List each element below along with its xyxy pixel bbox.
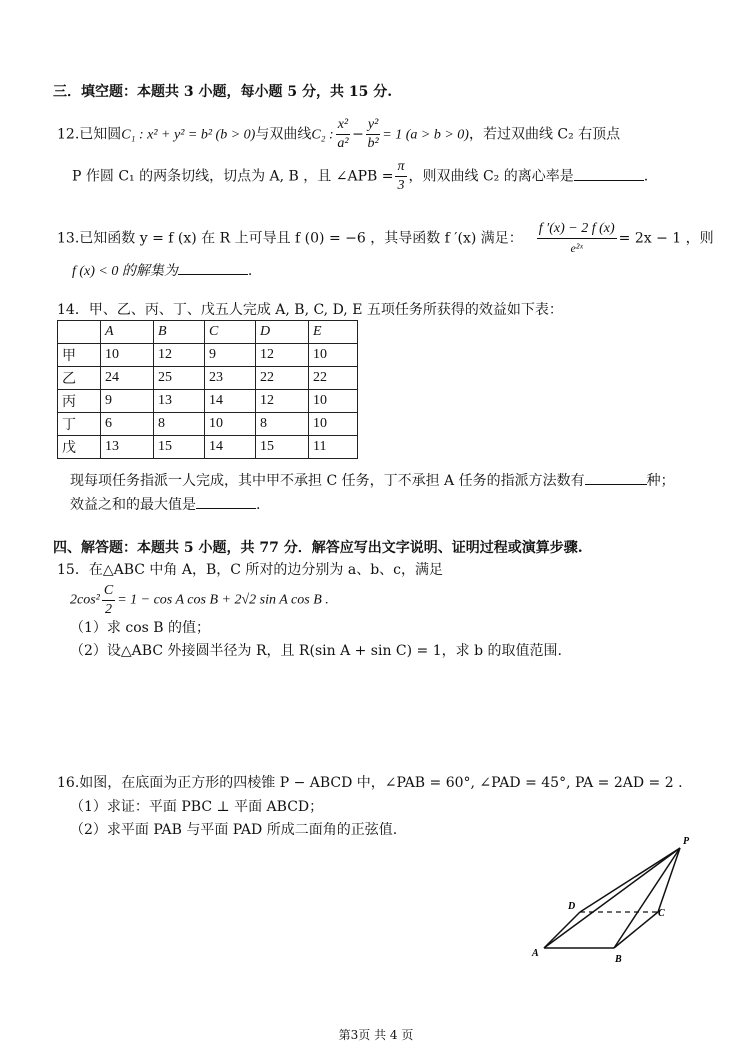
label-D: D (568, 901, 576, 912)
table-cell: 9 (101, 390, 154, 413)
table-header-cell: D (256, 321, 309, 344)
table-cell: 8 (154, 413, 205, 436)
q12-c2: C₂ : (311, 127, 334, 143)
q13-end: . (247, 263, 253, 279)
table-cell: 14 (205, 436, 256, 459)
q12-answer-blank[interactable] (574, 166, 644, 181)
table-cell: 22 (309, 367, 358, 390)
q15-eq-b: = 1 − cos A cos B + 2√2 sin A cos B . (117, 592, 329, 608)
q14-answer-blank-2[interactable] (196, 494, 256, 509)
q12-num: 12.已知圆 (57, 126, 122, 143)
label-C: C (658, 908, 665, 919)
q12-frac-x: $\frac{\text{x²}}{\text{a²}}$ (337, 117, 349, 151)
q15-eq-a: 2cos² (70, 592, 100, 608)
label-B: B (615, 954, 622, 965)
q12-minus: − (352, 126, 364, 143)
q12-frac-pi: $\frac{\pi}{3}$ (397, 159, 405, 193)
question-14-intro: 14．甲、乙、丙、丁、戊五人完成 A, B, C, D, E 五项任务所获得的效益如下表： (57, 302, 563, 318)
table-cell: 12 (256, 390, 309, 413)
table-cell: 10 (309, 390, 358, 413)
table-cell: 10 (309, 344, 358, 367)
table-header-cell (58, 321, 101, 344)
table-header-cell: B (154, 321, 205, 344)
table-cell: 10 (309, 413, 358, 436)
table-cell: 12 (256, 344, 309, 367)
q13-line2: f (x) < 0 的解集为 (72, 264, 178, 279)
q15-frac: $\frac{C}{2}$ (103, 583, 114, 617)
q12-c1: C₁ : x² + y² = b² (b > 0) (121, 127, 256, 143)
pyramid-figure (520, 830, 710, 970)
table-cell: 乙 (58, 367, 101, 390)
table-cell: 9 (205, 344, 256, 367)
table-header-cell: C (205, 321, 256, 344)
q12-eq: = 1 (a > b > 0) (382, 127, 469, 143)
table-cell: 甲 (58, 344, 101, 367)
table-cell: 丙 (58, 390, 101, 413)
question-12-line-2 (72, 158, 648, 195)
table-row (58, 413, 358, 436)
question-16-intro: 16.如图，在底面为正方形的四棱锥 P − ABCD 中，∠PAB = 60°, ∠PAD = 45°, PA = 2AD = 2 . (57, 775, 683, 791)
question-15-part-1: （1）求 cos B 的值； (70, 620, 210, 636)
q14-answer-blank-1[interactable] (585, 470, 647, 485)
question-15-equation (70, 582, 329, 619)
table-cell: 8 (256, 413, 309, 436)
q12-end: . (643, 168, 649, 185)
table-row (58, 436, 358, 459)
section-3-heading: 三．填空题：本题共 3 小题，每小题 5 分，共 15 分. (53, 84, 393, 100)
q12-mid: 与双曲线 (255, 126, 312, 143)
question-13-line-1 (57, 220, 714, 257)
table-cell: 14 (205, 390, 256, 413)
q13-frac: $\frac{f '(x) - 2 f (x)}{\text{e²ˣ}}$ (538, 221, 615, 255)
edge-BC (614, 912, 658, 948)
page-footer: 第3页 共 4 页 (338, 1028, 414, 1042)
table-cell: 13 (154, 390, 205, 413)
edge-PB (614, 848, 680, 948)
section-4-heading: 四、解答题：本题共 5 小题，共 77 分．解答应写出文字说明、证明过程或演算步骤. (53, 540, 583, 556)
q13-b: = 2x − 1 ，则 (618, 230, 714, 247)
q14-line1-end: 种； (646, 473, 675, 489)
edge-PD (580, 848, 680, 912)
table-cell: 13 (101, 436, 154, 459)
table-cell: 23 (205, 367, 256, 390)
table-cell: 10 (205, 413, 256, 436)
label-P: P (683, 836, 690, 847)
question-15-part-2: （2）设△ABC 外接圆半径为 R，且 R(sin A + sin C) = 1，求 b 的取值范围. (70, 643, 562, 659)
table-cell: 24 (101, 367, 154, 390)
q14-line2-end: . (256, 497, 261, 513)
q12-frac-y: $\frac{\text{y²}}{\text{b²}}$ (367, 117, 379, 151)
table-row (58, 390, 358, 413)
table-cell: 11 (309, 436, 358, 459)
question-14-line-1 (70, 470, 675, 491)
edge-PA (544, 848, 680, 948)
q12-line2-b: ，则双曲线 C₂ 的离心率是 (408, 168, 574, 185)
table-header-cell: E (309, 321, 358, 344)
benefit-table (57, 320, 358, 459)
q13-answer-blank[interactable] (178, 260, 248, 275)
label-A: A (532, 948, 539, 959)
edge-AD (544, 912, 580, 948)
question-16-part-2: （2）求平面 PAB 与平面 PAD 所成二面角的正弦值. (70, 822, 398, 838)
question-13-line-2 (72, 260, 252, 282)
table-header-cell: A (101, 321, 154, 344)
table-cell: 25 (154, 367, 205, 390)
table-cell: 22 (256, 367, 309, 390)
q12-tail: ，若过双曲线 C₂ 右顶点 (468, 126, 621, 143)
q14-line1: 现每项任务指派一人完成，其中甲不承担 C 任务，丁不承担 A 任务的指派方法数有 (70, 473, 585, 489)
question-12-line-1 (57, 116, 620, 153)
table-cell: 丁 (58, 413, 101, 436)
question-16-part-1: （1）求证：平面 PBC ⊥ 平面 ABCD； (70, 799, 324, 815)
table-header-row (58, 321, 358, 344)
table-cell: 15 (154, 436, 205, 459)
table-row (58, 344, 358, 367)
table-cell: 6 (101, 413, 154, 436)
table-cell: 10 (101, 344, 154, 367)
q13-a: 13.已知函数 y = f (x) 在 R 上可导且 f (0) = −6 ，其导函数 f ′(x) 满足： (57, 230, 523, 247)
q12-line2-a: P 作圆 C₁ 的两条切线，切点为 A, B ，且 ∠APB = (72, 168, 394, 185)
edge-PC (658, 848, 680, 912)
table-cell: 15 (256, 436, 309, 459)
table-cell: 戊 (58, 436, 101, 459)
q14-line2: 效益之和的最大值是 (70, 497, 196, 513)
table-cell: 12 (154, 344, 205, 367)
question-14-line-2 (70, 494, 260, 515)
table-row (58, 367, 358, 390)
question-15-intro: 15．在△ABC 中角 A，B，C 所对的边分别为 a、b、c，满足 (57, 562, 444, 578)
